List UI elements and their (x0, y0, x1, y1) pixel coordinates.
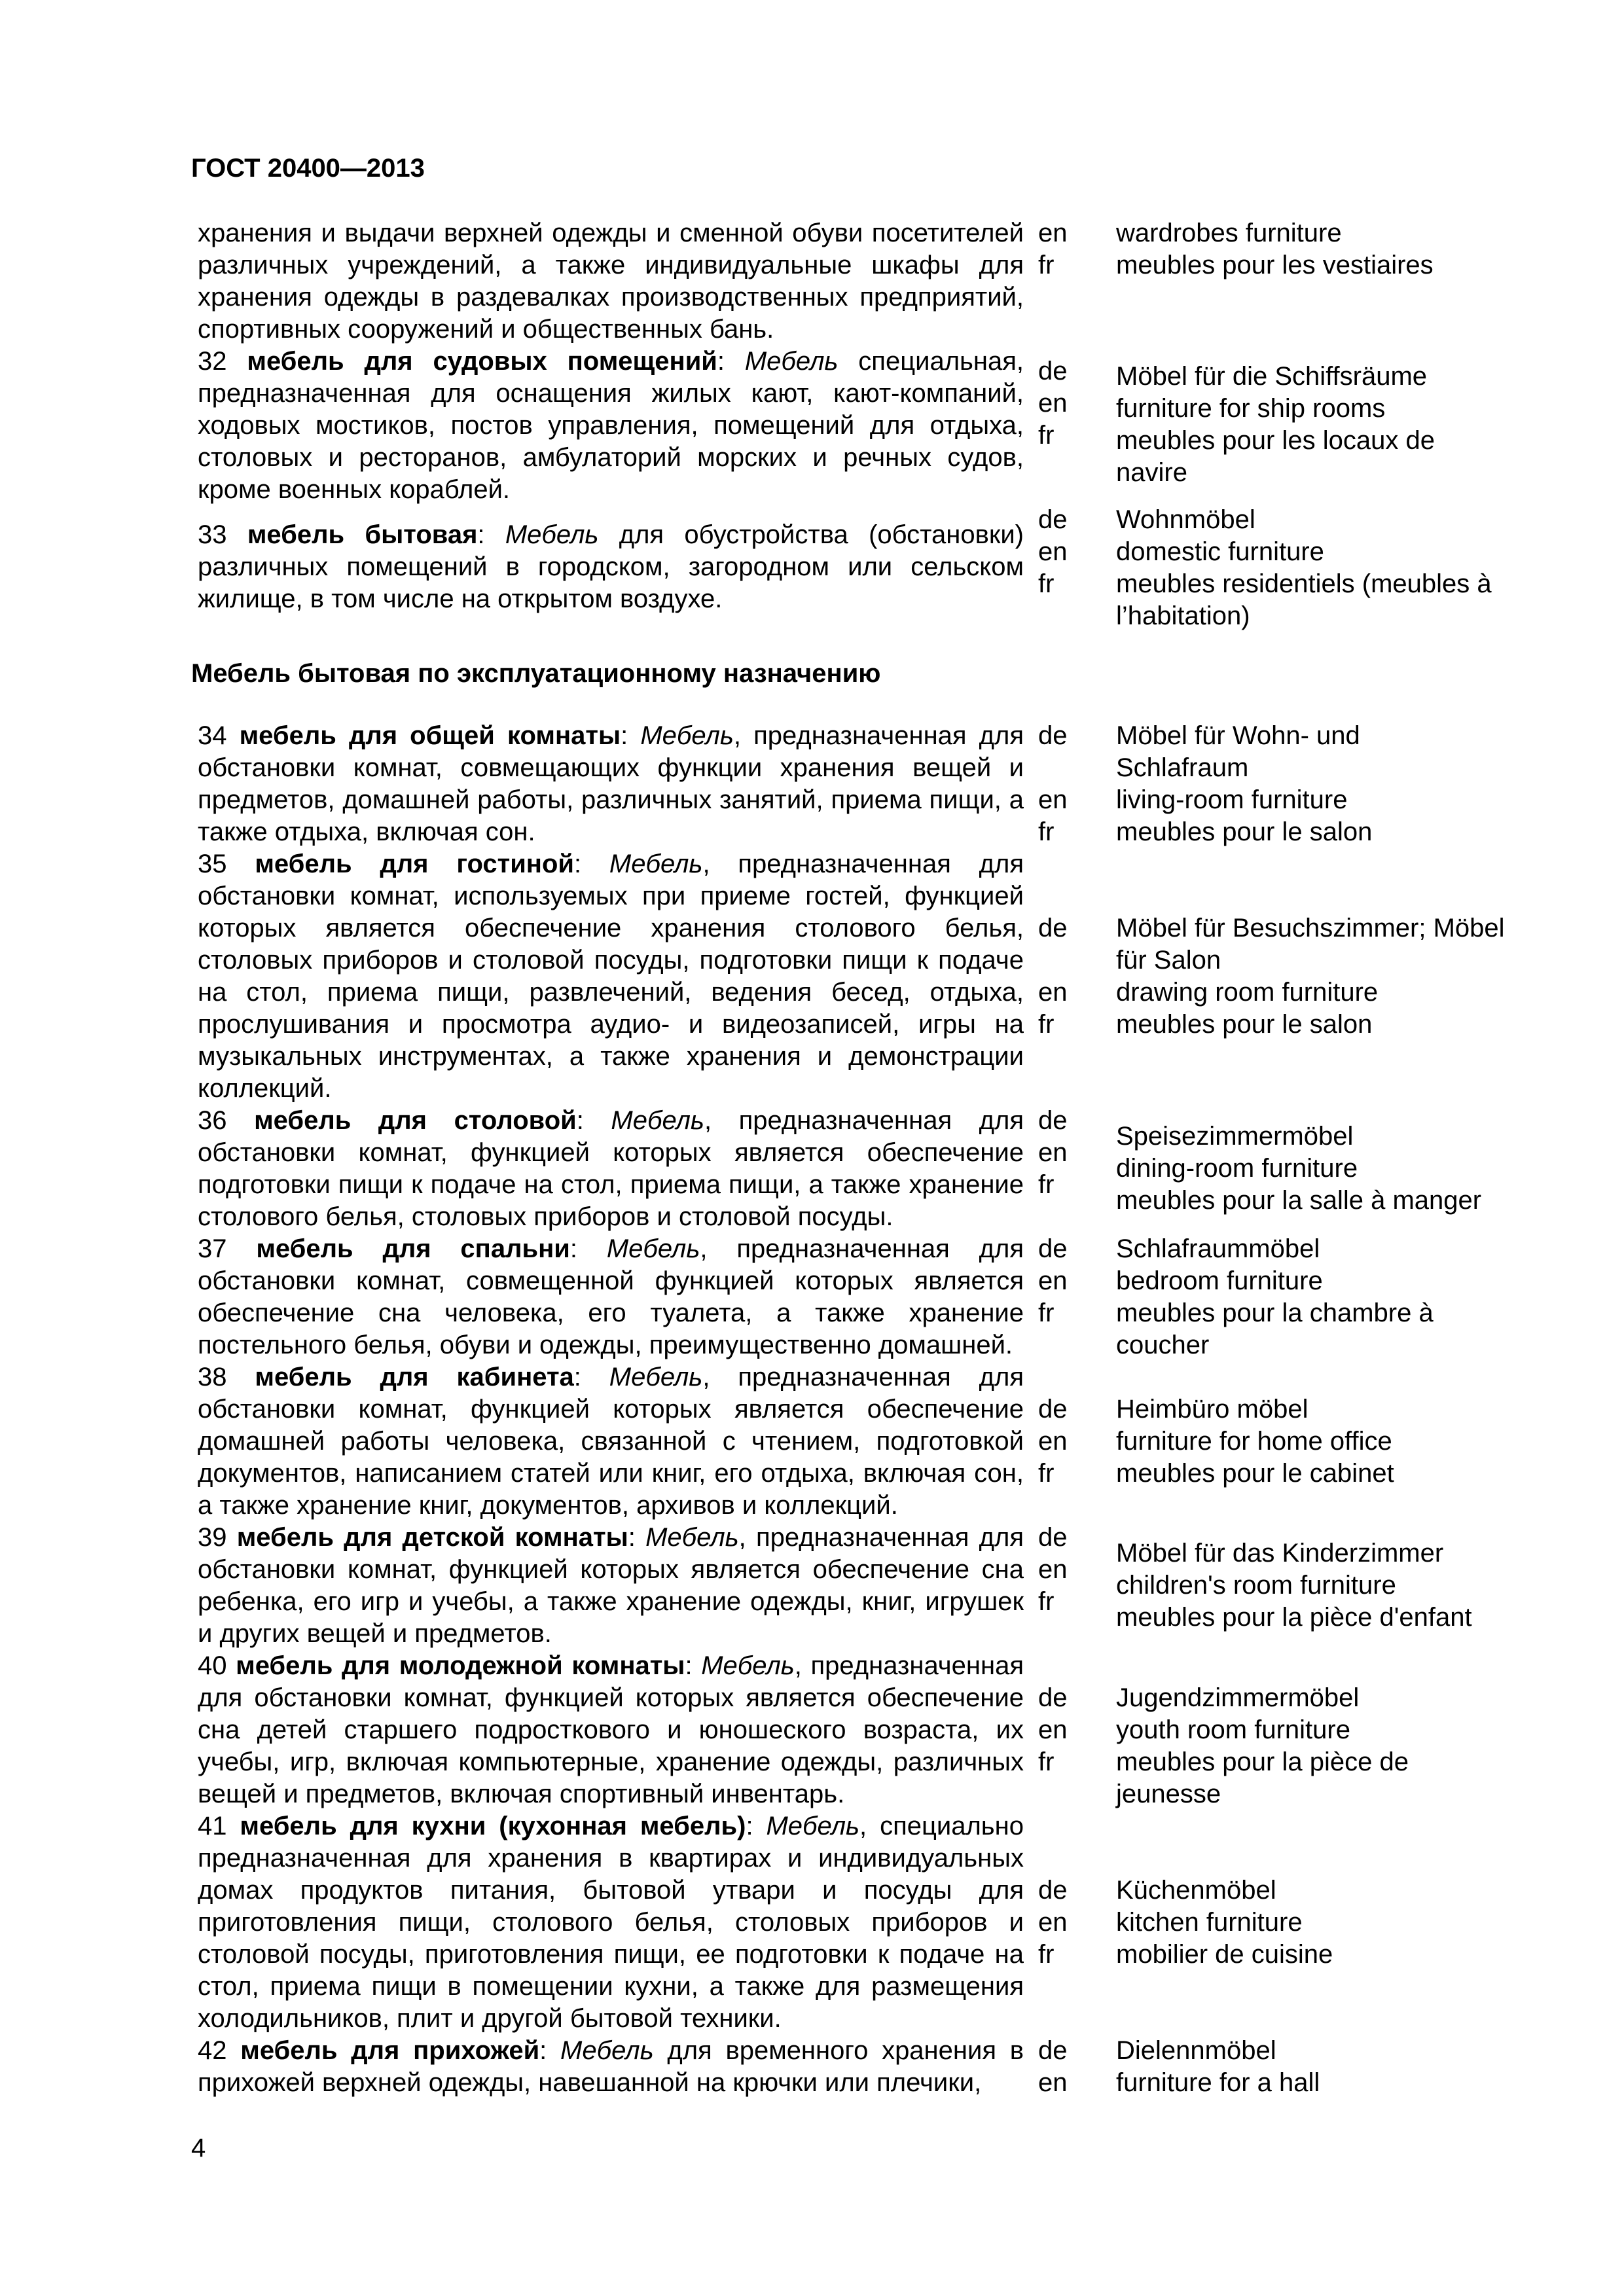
language-codes (1038, 720, 1091, 848)
definition-text: , предназначенная для обстановки комнат, используемых при приеме гостей, функцией которых является обеспечение хранения столового белья, столовых приборов и столовой посуды, подготовки пищи к подаче на стол, приема пищи, развлечений, ведения бесед, отдыха, прослушивания и просмотра аудио- и видеозаписей, игры на музыкальных инструментах, а также хранения и демонстрации коллекций. (198, 850, 1024, 1103)
term-number: 33 (198, 520, 227, 549)
equivalent-term: furniture for a hall (1116, 2068, 1320, 2097)
definition-text: для обустройства (обстановки) различных помещений в городском, загородном или сельском жилище, в том числе на открытом воздухе. (198, 520, 1024, 613)
foreign-equivalents (1116, 912, 1587, 1041)
term-number: 37 (198, 1234, 227, 1263)
equivalent-term: children's room furniture (1116, 1571, 1396, 1600)
equivalent-term: Schlafraummöbel (1116, 1234, 1320, 1263)
lang-code: en (1038, 1266, 1068, 1295)
definition-lead: Мебель (606, 1234, 700, 1263)
lang-code: de (1038, 914, 1068, 942)
lang-code: en (1038, 389, 1068, 418)
equivalent-term: meubles pour les vestiaires (1116, 251, 1434, 279)
term-definition: 36 мебель для столовой: Мебель, предназначенная для обстановки комнат, функцией которых является обеспечение подготовки пищи к подаче на стол, приема пищи, а также хранение столового белья, столовых приборов и столовой посуды. (198, 1106, 1024, 1231)
language-codes (1038, 2035, 1091, 2099)
lang-code: en (1038, 537, 1068, 566)
language-codes (1038, 504, 1091, 600)
term-definition: 34 мебель для общей комнаты: Мебель, предназначенная для обстановки комнат, совмещающих функции хранения вещей и предметов, домашней работы, различных занятий, приема пищи, а также отдыха, включая сон. (198, 721, 1024, 846)
term-number: 39 (198, 1523, 227, 1552)
term-title: мебель для столовой (254, 1106, 577, 1135)
term-title: мебель для кабинета (255, 1363, 574, 1391)
equivalent-term: meubles pour la pièce de jeunesse (1116, 1748, 1409, 1808)
term-number: 36 (198, 1106, 227, 1135)
lang-code: de (1038, 505, 1068, 534)
language-codes (1038, 217, 1091, 281)
term-definition: 33 мебель бытовая: Мебель для обустройства (обстановки) различных помещений в городском, загородном или сельском жилище, в том числе на открытом воздухе. (198, 520, 1024, 613)
term-number: 42 (198, 2036, 227, 2065)
term-title: мебель для общей комнаты (239, 721, 621, 750)
equivalent-term: kitchen furniture (1116, 1908, 1303, 1937)
lang-code: fr (1038, 1459, 1055, 1488)
equivalent-term: meubles residentiels (meubles à l’habitation) (1116, 569, 1492, 630)
equivalent-term: domestic furniture (1116, 537, 1324, 566)
lang-code: fr (1038, 1170, 1055, 1199)
equivalent-term: Speisezimmermöbel (1116, 1122, 1354, 1151)
definition-lead: Мебель (611, 1106, 704, 1135)
definition-text: , предназначенная для обстановки комнат, функцией которых является обеспечение сна детей старшего подросткового и юношеского возраста, их учебы, игр, включая компьютерные, хранение одежды, различных вещей и предметов, включая спортивный инвентарь. (198, 1651, 1024, 1808)
language-codes (1038, 1105, 1091, 1201)
equivalent-term: mobilier de cuisine (1116, 1940, 1333, 1969)
definition-lead: Мебель (640, 721, 734, 750)
foreign-equivalents (1116, 1682, 1587, 1810)
equivalent-term: furniture for home office (1116, 1427, 1392, 1456)
language-codes (1038, 1522, 1091, 1618)
lang-code: de (1038, 1234, 1068, 1263)
equivalent-term: bedroom furniture (1116, 1266, 1323, 1295)
definition-text: специальная, предназначенная для оснащения жилых кают, кают-компаний, ходовых мостиков, постов управления, помещений для отдыха, столовых и ресторанов, амбулаторий морских и речных судов, кроме военных кораблей. (198, 347, 1024, 504)
definition-text: , предназначенная для обстановки комнат, совмещенной функцией которых является обеспечение сна человека, его туалета, а также хранение постельного белья, обуви и одежды, преимущественно домашней. (198, 1234, 1024, 1359)
lang-code: fr (1038, 1748, 1055, 1776)
definition-text: , предназначенная для обстановки комнат, функцией которых является обеспечение сна ребенка, его игр и учебы, а также хранение одежды, книг, игрушек и других вещей и предметов. (198, 1523, 1024, 1648)
lang-code: de (1038, 721, 1068, 750)
term-definition: 40 мебель для молодежной комнаты: Мебель, предназначенная для обстановки комнат, функцией которых является обеспечение сна детей старшего подросткового и юношеского возраста, их учебы, игр, включая компьютерные, хранение одежды, различных вещей и предметов, включая спортивный инвентарь. (198, 1651, 1024, 1808)
definition-lead: Мебель (645, 1523, 739, 1552)
equivalent-term: Dielennmöbel (1116, 2036, 1276, 2065)
equivalent-term: drawing room furniture (1116, 978, 1379, 1007)
foreign-equivalents (1116, 217, 1587, 281)
lang-code: en (1038, 1715, 1068, 1744)
equivalent-term: Möbel für Besuchszimmer; Möbel für Salon (1116, 914, 1505, 975)
equivalent-term: meubles pour la salle à manger (1116, 1186, 1482, 1215)
foreign-equivalents (1116, 1393, 1587, 1490)
equivalent-term: dining-room furniture (1116, 1154, 1358, 1183)
lang-code: de (1038, 1683, 1068, 1712)
foreign-equivalents (1116, 1874, 1587, 1971)
foreign-equivalents (1116, 1233, 1587, 1361)
equivalent-term: meubles pour la chambre à coucher (1116, 1299, 1434, 1359)
equivalent-term: Wohnmöbel (1116, 505, 1255, 534)
language-codes (1038, 355, 1091, 452)
lang-code: de (1038, 1395, 1068, 1424)
lang-code: en (1038, 978, 1068, 1007)
term-definition: 32 мебель для судовых помещений: Мебель специальная, предназначенная для оснащения жилых кают, кают-компаний, ходовых мостиков, постов управления, помещений для отдыха, столовых и ресторанов, амбулаторий морских и речных судов, кроме военных кораблей. (198, 347, 1024, 504)
definition-text: , предназначенная для обстановки комнат, функцией которых является обеспечение домашней работы человека, связанной с чтением, подготовкой документов, написанием статей или книг, его отдыха, включая сон, а также хранение книг, документов, архивов и коллекций. (198, 1363, 1024, 1520)
term-definition: 37 мебель для спальни: Мебель, предназначенная для обстановки комнат, совмещенной функцией которых является обеспечение сна человека, его туалета, а также хранение постельного белья, обуви и одежды, преимущественно домашней. (198, 1234, 1024, 1359)
definition-lead: Мебель (505, 520, 599, 549)
term-title: мебель для спальни (256, 1234, 570, 1263)
lang-code: de (1038, 1876, 1068, 1905)
term-title: мебель бытовая (247, 520, 478, 549)
term-definition: 41 мебель для кухни (кухонная мебель): Мебель, специально предназначенная для хранения в квартирах и индивидуальных домах продуктов питания, бытовой утвари и посуды для приготовления пищи, столового белья, столовых приборов и столовой посуды, приготовления пищи, ее подготовки к подаче на стол, приема пищи в помещении кухни, а также для размещения холодильников, плит и другой бытовой техники. (198, 1812, 1024, 2033)
term-definition: 35 мебель для гостиной: Мебель, предназначенная для обстановки комнат, используемых при приеме гостей, функцией которых является обеспечение хранения столового белья, столовых приборов и столовой посуды, подготовки пищи к подаче на стол, приема пищи, развлечений, ведения бесед, отдыха, прослушивания и просмотра аудио- и видеозаписей, игры на музыкальных инструментах, а также хранения и демонстрации коллекций. (198, 850, 1024, 1103)
term-title: мебель для гостиной (255, 850, 574, 878)
definition-lead: Мебель (609, 850, 703, 878)
lang-code: de (1038, 1523, 1068, 1552)
lang-code: en (1038, 1555, 1068, 1584)
lang-code: en (1038, 1908, 1068, 1937)
lang-code: en (1038, 1427, 1068, 1456)
equivalent-term: Jugendzimmermöbel (1116, 1683, 1360, 1712)
term-title: мебель для молодежной комнаты (236, 1651, 685, 1680)
term-number: 35 (198, 850, 227, 878)
lang-code: fr (1038, 251, 1055, 279)
term-title: мебель для прихожей (240, 2036, 540, 2065)
equivalent-term: wardrobes furniture (1116, 219, 1342, 247)
definition-lead: Мебель (701, 1651, 795, 1680)
equivalent-term: Küchenmöbel (1116, 1876, 1276, 1905)
lang-code: en (1038, 219, 1068, 247)
definition-lead: Мебель (766, 1812, 860, 1840)
lang-code: de (1038, 357, 1068, 386)
equivalent-term: Möbel für die Schiffsräume (1116, 362, 1428, 391)
document-header: ГОСТ 20400—2013 (191, 154, 425, 183)
equivalent-term: meubles pour le salon (1116, 817, 1373, 846)
lang-code: de (1038, 1106, 1068, 1135)
lang-code: en (1038, 785, 1068, 814)
equivalent-term: Möbel für Wohn- und Schlafraum (1116, 721, 1360, 782)
equivalent-term: meubles pour le cabinet (1116, 1459, 1394, 1488)
term-definition: хранения и выдачи верхней одежды и сменной обуви посетителей различных учреждений, а также индивидуальные шкафы для хранения одежды в раздевалках производственных предприятий, спортивных сооружений и общественных бань. (198, 219, 1024, 344)
term-number: 40 (198, 1651, 227, 1680)
definition-text: для временного хранения в прихожей верхней одежды, навешанной на крючки или плечики, (198, 2036, 1024, 2097)
lang-code: en (1038, 1138, 1068, 1167)
definition-text: , предназначенная для обстановки комнат, функцией которых является обеспечение подготовки пищи к подаче на стол, приема пищи, а также хранение столового белья, столовых приборов и столовой посуды. (198, 1106, 1024, 1231)
lang-code: fr (1038, 1299, 1055, 1327)
equivalent-term: youth room furniture (1116, 1715, 1350, 1744)
equivalent-term: meubles pour les locaux de navire (1116, 426, 1435, 487)
definition-text: , предназначенная для обстановки комнат, совмещающих функции хранения вещей и предметов, домашней работы, различных занятий, приема пищи, а также отдыха, включая сон. (198, 721, 1024, 846)
definition-text: , специально предназначенная для хранения в квартирах и индивидуальных домах продуктов питания, бытовой утвари и посуды для приготовления пищи, столового белья, столовых приборов и столовой посуды, приготовления пищи, ее подготовки к подаче на стол, приема пищи в помещении кухни, а также для размещения холодильников, плит и другой бытовой техники. (198, 1812, 1024, 2033)
language-codes (1038, 912, 1091, 1041)
definition-lead: Мебель (744, 347, 839, 376)
lang-code: fr (1038, 1587, 1055, 1616)
foreign-equivalents (1116, 1121, 1587, 1217)
term-number: 41 (198, 1812, 227, 1840)
lang-code: fr (1038, 1940, 1055, 1969)
section-heading: Мебель бытовая по эксплуатационному назначению (191, 659, 881, 688)
language-codes (1038, 1233, 1091, 1329)
language-codes (1038, 1874, 1091, 1971)
definition-lead: Мебель (609, 1363, 703, 1391)
equivalent-term: living-room furniture (1116, 785, 1348, 814)
foreign-equivalents (1116, 1537, 1587, 1634)
equivalent-term: Möbel für das Kinderzimmer (1116, 1539, 1444, 1568)
term-number: 32 (198, 347, 227, 376)
lang-code: fr (1038, 817, 1055, 846)
term-definition: 39 мебель для детской комнаты: Мебель, предназначенная для обстановки комнат, функцией которых является обеспечение сна ребенка, его игр и учебы, а также хранение одежды, книг, игрушек и других вещей и предметов. (198, 1523, 1024, 1648)
foreign-equivalents (1116, 361, 1587, 489)
equivalent-term: meubles pour la pièce d'enfant (1116, 1603, 1472, 1632)
lang-code: en (1038, 2068, 1068, 2097)
foreign-equivalents (1116, 2035, 1587, 2099)
definition-lead: Мебель (560, 2036, 654, 2065)
foreign-equivalents (1116, 720, 1587, 848)
term-number: 38 (198, 1363, 227, 1391)
lang-code: fr (1038, 1010, 1055, 1039)
term-title: мебель для кухни (кухонная мебель) (240, 1812, 746, 1840)
term-title: мебель для судовых помещений (247, 347, 717, 376)
language-codes (1038, 1393, 1091, 1490)
language-codes (1038, 1682, 1091, 1778)
lang-code: fr (1038, 569, 1055, 598)
lang-code: fr (1038, 421, 1055, 450)
equivalent-term: furniture for ship rooms (1116, 394, 1386, 423)
term-title: мебель для детской комнаты (236, 1523, 628, 1552)
equivalent-term: Heimbüro möbel (1116, 1395, 1308, 1424)
page-number: 4 (191, 2134, 206, 2162)
term-definition: 42 мебель для прихожей: Мебель для временного хранения в прихожей верхней одежды, навешанной на крючки или плечики, (198, 2036, 1024, 2097)
term-number: 34 (198, 721, 227, 750)
foreign-equivalents (1116, 504, 1587, 632)
lang-code: de (1038, 2036, 1068, 2065)
term-definition: 38 мебель для кабинета: Мебель, предназначенная для обстановки комнат, функцией которых является обеспечение домашней работы человека, связанной с чтением, подготовкой документов, написанием статей или книг, его отдыха, включая сон, а также хранение книг, документов, архивов и коллекций. (198, 1363, 1024, 1520)
equivalent-term: meubles pour le salon (1116, 1010, 1373, 1039)
